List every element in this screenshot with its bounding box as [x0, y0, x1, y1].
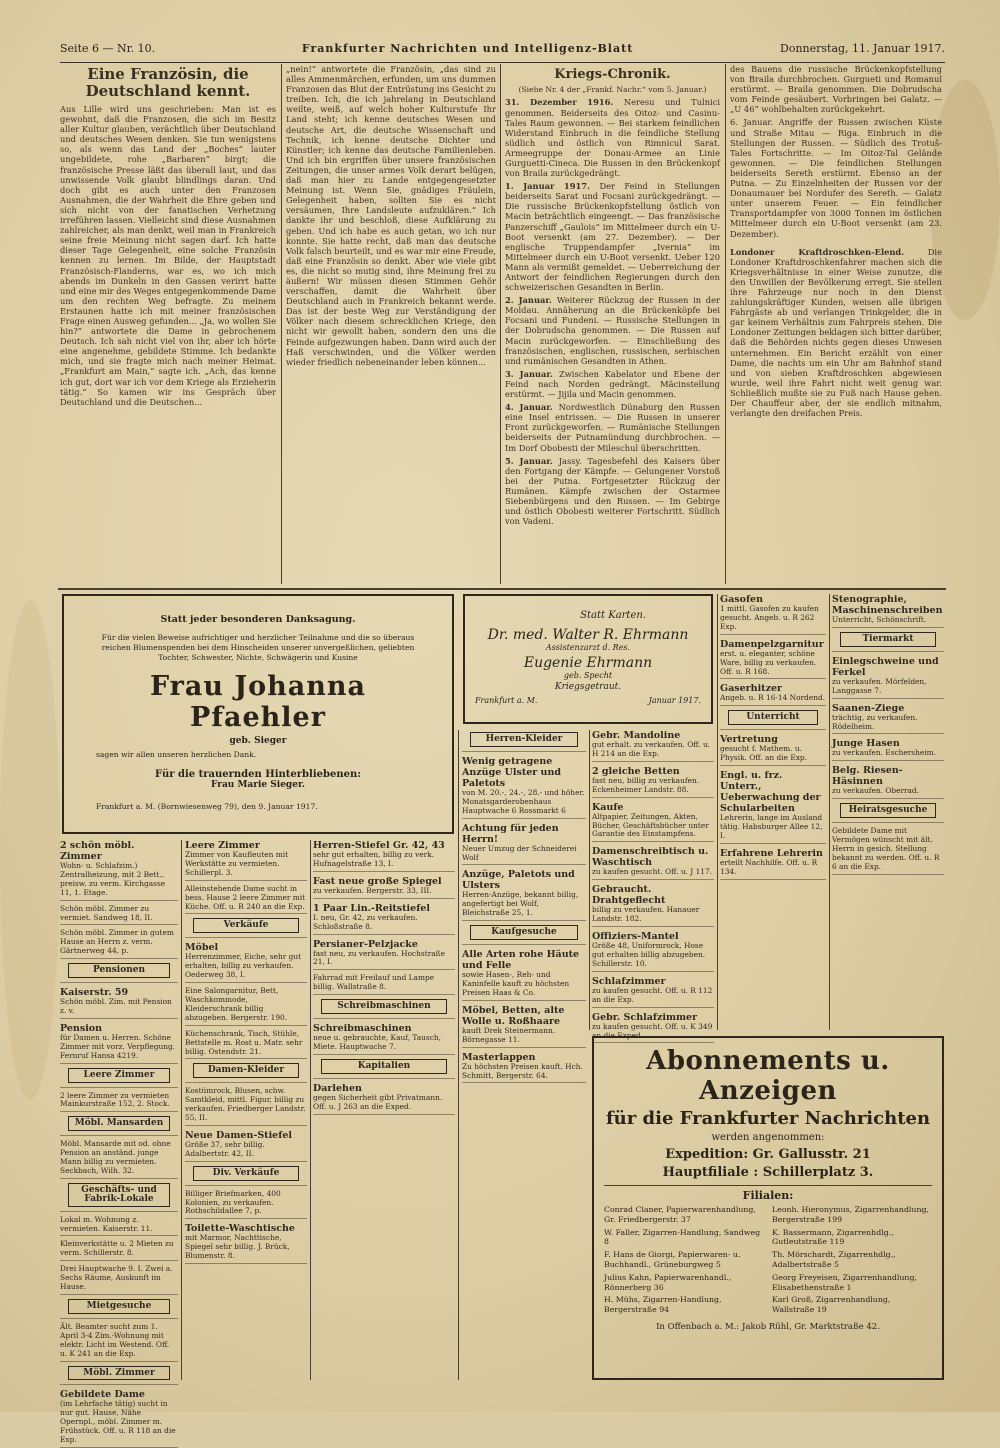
classified-ad	[720, 710, 826, 730]
classified-ad	[720, 683, 826, 706]
classified-ad	[592, 766, 714, 798]
page-header	[60, 42, 945, 63]
classified-ad-title: Damenschreibtisch u. Waschtisch	[592, 846, 709, 869]
classified-section-heading: Mietgesuche	[68, 1299, 170, 1314]
classified-ad-text: fast neu, billig zu verkaufen. Eckenheimer Landstr. 88.	[592, 775, 700, 794]
classified-ad	[60, 987, 178, 1019]
classified-ad-title: Schreibmaschinen	[313, 1023, 412, 1035]
chronicle-continued: des Bauens die russische Brückenkopfstellung von Braila durchbrochen. Gurgueti und Romanul erstürmt. — Braila genommen. Die Dobrudscha vom Feinde gesäubert. Vorbringen bei Galatz. — „U 46“ wohlbehalten zurückgekehrt.	[730, 64, 942, 115]
classified-section-heading: Damen-Kleider	[193, 1063, 299, 1078]
classified-ad-title: Gebraucht. Drahtgeflecht	[592, 884, 666, 907]
classified-ad-title: Herren-Stiefel Gr. 42, 43	[313, 840, 445, 851]
classified-ad	[185, 918, 307, 938]
classified-ad	[720, 639, 826, 680]
branches-left	[604, 1205, 764, 1318]
notice-signature: Frau Marie Sieger.	[210, 780, 305, 790]
classified-ad-text: Altpapier, Zeitungen, Akten, Bücher, Geschäftsbücher unter Garantie des Einstampfens.	[592, 811, 709, 839]
classified-ad-text: trächtig, zu verkaufen. Rödelheim.	[832, 712, 918, 731]
notice-text: Für die vielen Beweise aufrichtiger und herzlicher Teilnahme und die so überaus reichen Blumenspenden bei dem Hinscheiden unserer unvergeßlichen, geliebten Tochter, Schwester, Nichte, Schwägerin und Kusine	[101, 633, 415, 662]
classified-ad	[462, 869, 586, 921]
classified-section-heading: Heiratsgesuche	[840, 803, 936, 818]
classified-ad-title: 1 Paar Lin.-Reitstiefel	[313, 902, 430, 914]
classified-ad-text: 1 mittl. Gasofen zu kaufen gesucht. Angeb. u. R 262 Exp.	[720, 604, 819, 631]
subscription-banner	[592, 1036, 944, 1380]
classified-ad-text: Möbl. Mansarde mit od. ohne Pension an anständ. junge Mann billig zu vermieten. Seckbach, Wilh. 32.	[60, 1139, 171, 1175]
classified-ad-text: Unterricht, Schönschrift.	[832, 615, 927, 624]
classified-ad-title: Neue Damen-Stiefel	[185, 1129, 292, 1141]
classified-ad-title: Kaufe	[592, 801, 624, 813]
classified-ad-text: Angeb. u. R 16-14 Nordend.	[720, 693, 826, 703]
classified-ad-title: Gasofen	[720, 594, 763, 605]
groom-name: Dr. med. Walter R. Ehrmann	[487, 627, 689, 643]
war-chronicle	[505, 64, 720, 584]
classified-ad	[313, 1059, 455, 1079]
chronicle-entry	[505, 181, 720, 292]
classified-ad-text: Ält. Beamter sucht zum 1. April 3-4 Zim.-Wohnung mit elektr. Licht im Westend. Off. u. K 241 an die Exp.	[60, 1321, 170, 1358]
classified-ad-text: zu kaufen gesucht. Off. u. J 117.	[592, 867, 713, 877]
classified-ad	[60, 905, 178, 926]
notice-thanks: sagen wir allen unseren herzlichen Dank.	[96, 750, 257, 759]
classified-ad-text: für Damen u. Herren. Schöne Zimmer mit vorz. Verpflegung. Fernruf Hansa 4219.	[60, 1032, 176, 1060]
branch-entry: H. Mühs, Zigarren-Handlung, Bergerstraße 94	[604, 1295, 722, 1315]
classified-ad-title: Gebildete Dame	[60, 1389, 145, 1401]
column-divider	[458, 730, 459, 1380]
classified-ad	[313, 999, 455, 1019]
wedding-date: Januar 1917.	[648, 696, 701, 705]
classified-ad-text: sehr gut erhalten, billig zu verk. Hufnagelstraße 13, I.	[313, 850, 435, 868]
classified-section-heading: Kapitalien	[321, 1059, 447, 1074]
classified-ad	[60, 1366, 178, 1386]
article-column-2	[286, 64, 496, 584]
notice-place-date: Frankfurt a. M. (Bornwiesenweg 79), den 9. Januar 1917.	[96, 802, 318, 811]
chronicle-entry-text: Neresu und Tulnici genommen. Beiderseits des Oitoz- und Casinu-Tales Raum gewonnen. — Bei starkem feindlichen Widerstand Einbruch in die feindliche Stellung südlich und östlich von Rimnicul Sarat. Armeegruppe der Donau-Armee an Linie Gurguetti-Cineca. Die Russen in den Brückenkopf von Braila zurückgedrängt.	[505, 97, 720, 179]
classifieds-column-6	[720, 594, 826, 1030]
classified-ad-title: Achtung für jeden Herrn!	[462, 822, 559, 845]
classified-ad-title: Junge Hasen	[832, 738, 900, 750]
classified-ad	[462, 1052, 586, 1084]
classified-ad	[185, 942, 307, 983]
classified-ad-text: Herren-Anzüge, bekannt billig, angefertigt bei Wolf, Bleichstraße 25, 1.	[462, 890, 579, 918]
branch-entry: W. Faller, Zigarren-Handlung, Sandweg 8	[604, 1227, 761, 1247]
classified-ad	[592, 976, 714, 1008]
chronicle-entry	[505, 402, 720, 452]
classified-ad	[720, 734, 826, 766]
classified-ad-text: zu verkaufen. Oberrad.	[832, 786, 920, 796]
classified-ad	[60, 1140, 178, 1179]
classified-ad	[185, 840, 307, 881]
classified-ad	[185, 1063, 307, 1083]
classified-ad	[60, 1389, 178, 1448]
classified-ad	[185, 1223, 307, 1264]
classified-ad-title: Stenographie, Maschinenschreiben	[832, 594, 943, 616]
classified-ad-text: Herrenzimmer, Eiche, sehr gut erhalten, billig zu verkaufen. Oederweg 38, I.	[185, 952, 302, 980]
branch-entry: F. Hans de Giorgi, Papierwaren- u. Buchhandl., Grüneburgweg 5	[604, 1250, 741, 1269]
banner-subtitle: für die Frankfurter Nachrichten	[605, 1108, 931, 1129]
classified-ad	[462, 949, 586, 1001]
classified-ad-text: von M. 20.-, 24.-, 28.- und höher. Monatsgarderobenhaus Hauptwache 6 Rossmarkt 6	[462, 787, 585, 815]
classified-ad-text: Zimmer von Kaufleuten mit Werkstätte zu vermieten. Schillerpl. 3.	[185, 850, 289, 877]
classified-ad-text: Größe 37, sehr billig. Adalbertstr. 42, II.	[185, 1139, 265, 1158]
chronicle-entry	[505, 295, 720, 366]
classified-ad-text: erst. u. eleganter, schöne Ware, billig zu verkaufen. Off. u. R 168.	[720, 648, 817, 676]
branches-title: Filialen:	[742, 1189, 794, 1202]
banner-title: Abonnements u. Anzeigen	[646, 1046, 890, 1106]
branch-entry: Georg Freyeisen, Zigarrenhandlung, Elisabethenstraße 1	[772, 1272, 917, 1292]
classified-ad-text: mit Marmor, Nachttische, Spiegel sehr billig. J. Brück, Blumenstr. 8.	[185, 1233, 290, 1261]
chronicle-entry-text: Weiterer Rückzug der Russen in der Moldau. Annäherung an die Brückenköpfe bei Focsani und Fundeni. — Russische Stellungen in der Dobrudscha genommen. — Die Russen auf Macin zurückgeworfen. — Einschließung des französischen, englischen, russischen, serbischen und rumänischen Gesandten in Athen.	[505, 295, 720, 366]
classified-ad	[60, 840, 178, 901]
article-body-continued: „nein!“ antwortete die Französin, „das sind zu alles Ammenmärchen, erfunden, um uns dummen Franzosen das Blut der Entrüstung ins Gesicht zu treiben. Ich, die ich jahrelang in Deutschland weilte, weiß, auf welch hoher Kulturstufe Ihr Land steht; ich kenne deutsches Wesen und deutsche Art, die deutsche Wissenschaft und Technik, ich kenne deutsche Dichter und Künstler; ich kenne das deutsche Familienleben. Und ich bin ergriffen über unsere französischen Zeitungen, die unser armes Volk derart belügen, daß man hier zu Lande entgegengesetzter Meinung ist. Wenn Sie, gnädiges Fräulein, Gelegenheit haben, sollten Sie es nicht versäumen, Ihre Landsleute aufzuklären.“ Ich dankte ihr und beschloß, diese Aufklärung zu geben. Und ich habe es auch getan, wo ich nur konnte. Sie hatte recht, daß man das deutsche Volk falsch beurteilt, und es war mir eine Freude, daß eine Französin so denkt. Aber wie viele gibt es, die nicht so mutig sind, ihre Meinung frei zu äußern! Wir müssen diesen Stimmen Gehör verschaffen, damit die Wahrheit über Deutschland auch in Frankreich bekannt werde. Das ist der beste Weg zur Verständigung der Völker nach diesem schrecklichen Kriege, den nicht wir gewollt haben, sondern den uns die Feinde aufgezwungen haben. Dann wird auch der Haß verschwinden, und die Völker werden wieder friedlich nebeneinander leben können...	[286, 64, 496, 367]
classified-ad	[313, 876, 455, 899]
classified-ad-title: Pension	[60, 1022, 103, 1034]
branch-entry: Th. Mörschardt, Zigarrenhdlg., Adalbertstraße 5	[772, 1250, 896, 1269]
classified-ad	[313, 974, 455, 995]
classified-ad-text: (im Lehrfache tätig) sucht in nur gut. Hause, Nähe Opernpl., möbl. Zimmer m. Frühstück. Off. u. R 118 an die Exp.	[60, 1399, 176, 1445]
classified-ad	[60, 1216, 178, 1237]
classified-ad-title: Möbel, Betten, alte Wolle u. Roßhaare	[462, 1004, 565, 1027]
classified-ad-text: neue u. gebrauchte, Kauf, Tausch, Miete. Hauptwache 7.	[313, 1033, 441, 1051]
classified-ad-title: Offiziers-Mantel	[592, 931, 679, 943]
chronicle-entry-date: 5. Januar.	[505, 455, 559, 466]
classifieds-column-3	[313, 840, 455, 1380]
classified-ad-text: Drei Hauptwache 9. I. Zwei a. Sechs Räume, Auskunft im Hause.	[60, 1264, 173, 1292]
notice-bereaved-label: Für die trauernden Hinterbliebenen:	[155, 769, 361, 780]
chronicle-entry-date: 3. Januar.	[505, 368, 559, 379]
classified-ad	[462, 1005, 586, 1048]
classifieds-column-2	[185, 840, 307, 1380]
classified-ad	[185, 1190, 307, 1220]
deceased-birth-name: geb. Sieger	[229, 736, 287, 746]
classified-ad-text: Kostümrock, Blusen, schw. Samtkleid, mittl. Figur, billig zu verkaufen. Friedberger Landstr. 55, II.	[185, 1086, 306, 1123]
classified-ad	[832, 803, 944, 823]
classified-ad-title: Einlegschweine und Ferkel	[832, 655, 939, 678]
chronicle-entry-text: Jassy. Tagesbefehl des Kaisers über den Fortgang der Kämpfe. — Gelungener Vorstoß bei der Putna. Fortgesetzter Rückzug der Rumänen. Kämpfe zwischen der Ostarmee Siebenbürgens und den Russen. — Im Gebirge und östlich Obobesti weiterer Fortschritt. Südlich von Vadeni.	[505, 455, 720, 527]
classified-ad-text: kauft Drek Steinermann. Börnegasse 11.	[462, 1025, 556, 1044]
classified-ad	[313, 1083, 455, 1115]
banner-divider	[604, 1185, 932, 1186]
column-divider	[589, 730, 590, 1030]
classified-ad-title: Wenig getragene Anzüge Ulster und Paletots	[462, 755, 562, 789]
classified-ad-text: gut erhalt. zu verkaufen. Off. u. H 214 an die Exp.	[592, 740, 711, 758]
classified-ad	[462, 823, 586, 866]
classified-ad-text: zu kaufen gesucht. Off. u. R 112 an die Exp.	[592, 985, 713, 1004]
section-divider	[58, 588, 946, 590]
classified-ad-text: Größe 48, Uniformrock, Hose gut erhalten billig abzugeben. Schillerstr. 10.	[592, 941, 706, 968]
classified-ad-title: Schlafzimmer	[592, 975, 666, 987]
classified-ad-title: Alle Arten rohe Häute und Felle	[462, 949, 580, 972]
notice-header: Statt jeder besonderen Danksagung.	[160, 614, 356, 625]
classified-ad-title: Toilette-Waschtische	[185, 1223, 295, 1235]
classified-ad-text: fast neu, zu verkaufen. Hochstraße 21, I.	[313, 948, 445, 967]
classified-ad-title: Gaserhitzer	[720, 683, 783, 695]
classified-ad-text: billig zu verkaufen. Hanauer Landstr. 182.	[592, 905, 700, 924]
classified-ad	[60, 929, 178, 959]
classified-ad-text: Wohn- u. Schlafzim.) Zentralheizung, mit 2 Bett., preisw. zu verm. Kirchgasse 11, 1. Etage.	[60, 861, 166, 897]
classified-ad-title: Vertretung	[720, 734, 778, 746]
classifieds-column-1	[60, 840, 178, 1445]
classified-ad-text: Kleinverkstätte u. 2 Mieten zu verm. Schillerstr. 8.	[60, 1239, 174, 1258]
classified-section-heading: Div. Verkäufe	[193, 1166, 299, 1181]
classified-section-heading: Möbl. Mansarden	[68, 1116, 170, 1131]
banner-main-branch: Hauptfiliale : Schillerplatz 3.	[662, 1165, 874, 1180]
classified-ad	[60, 1092, 178, 1113]
classified-ad-title: Möbel	[185, 942, 219, 954]
column-divider	[181, 840, 182, 1380]
chronicle-entry-text: Nordwestlich Dünaburg den Russen eine Insel entrissen. — Die Russen in unserer Front zurückgeworfen. — Rumänische Stellungen beiderseits der Putnamündung durchbrochen. — Im Dorf Obobesti der Mileschul überschritten.	[505, 402, 720, 453]
classified-ad-text: Fahrrad mit Freilauf und Lampe billig. Wallstraße 8.	[313, 973, 435, 992]
chronicle-subtitle: (Siehe Nr. 4 der „Frankf. Nachr.“ vom 5. Januar.)	[518, 85, 707, 94]
classified-ad	[832, 594, 944, 628]
classifieds-column-5	[592, 730, 714, 1040]
classified-ad	[832, 738, 944, 761]
column-divider	[500, 64, 501, 584]
classified-ad-text: Alleinstehende Dame sucht in bess. Hause 2 leere Zimmer mit Küche. Off. u. R 240 an die Exp.	[185, 883, 306, 911]
deceased-name: Frau Johanna Pfaehler	[149, 671, 367, 733]
classified-ad	[60, 1068, 178, 1088]
classified-ad	[462, 732, 586, 752]
classified-ad-title: Damenpelzgarnitur	[720, 638, 824, 650]
chronicle-title: Kriegs-Chronik.	[554, 67, 671, 82]
classified-ad	[832, 703, 944, 735]
chronicle-entries	[505, 97, 720, 526]
classified-section-heading: Tiermarkt	[840, 632, 936, 647]
column-divider	[829, 594, 830, 1030]
classified-section-heading: Pensionen	[68, 963, 170, 978]
classified-ad-text: Eine Salongarnitur, Bett, Waschkommode, Kleiderschrank billig abzugeben. Bergerstr. 190.	[185, 986, 288, 1022]
chronicle-entry-date: 1. Januar 1917.	[505, 181, 600, 192]
chronicle-entry	[505, 97, 720, 178]
classified-ad	[185, 987, 307, 1026]
classified-ad-text: Küchenschrank, Tisch, Stühle, Bettstelle m. Rost u. Matr. sehr billig. Ostendstr. 21.	[185, 1028, 303, 1056]
classified-ad-text: zu verkaufen. Bergerstr. 33, III.	[313, 885, 432, 895]
classified-ad	[592, 730, 714, 762]
banner-expedition: Expedition: Gr. Gallusstr. 21	[665, 1147, 871, 1162]
column-divider	[310, 840, 311, 1380]
classified-ad-text: Schön möbl. Zimmer in gutem Hause an Herrn z. verm. Gärtnerweg 44, p.	[60, 928, 174, 956]
article-body: Aus Lille wird uns geschrieben: Man ist es gewohnt, daß die Franzosen, die sich im Besitz aller Kultur glauben, verächtlich über Deutschland und deutsches Wesen denken. Sie tun wenigstens so, als wenn das Land der „Boches“ lauter ungebildete, rohe „Barbaren“ birgt; die französische Presse läßt das überall laut, und das unwissende Volk glaubt blindlings daran. Und doch gibt es auch unter den Franzosen Ausnahmen, die der Wahrheit die Ehre geben und sich nicht von der fanatischen Verhetzung irreführen lassen. Vielleicht sind diese Ausnahmen zahlreicher, als man denkt, weil man in Frankreich seine freie Meinung nicht sagen darf. Ich hatte dieser Tage Gelegenheit, eine solche Französin kennen zu lernen. Im Bilde, der Hauptstadt Französisch-Flanderns, war es, wo ich mich abends im Dunkeln in den Gassen verirrt hatte und eine mir des Weges entgegenkommende Dame um den rechten Weg befragte. Zu meinem Erstaunen hatte ich mit meiner französischen Frage einen Ausweg gefunden... „Ja, wo wollen Sie hin?“ antwortete die Dame in gebrochenem Deutsch. Ich sah nicht viel von ihr, aber ich hörte eine angenehme, gebildete Stimme. Ich bedankte mich, und sie fragte mich nach meiner Heimat. „Frankfurt am Main,“ sagte ich. „Ach, das kenne ich gut, dort war ich vor dem Kriege als Erzieherin tätig.“ So kamen wir ins Gespräch über Deutschland und die Deutschen...	[60, 104, 276, 407]
classified-ad	[462, 925, 586, 945]
branch-entry: K. Bassermann, Zigarrenhdlg., Gutleutstraße 119	[772, 1227, 894, 1247]
groom-rank: Assistenzarzt d. Res.	[545, 643, 631, 652]
wedding-header: Statt Karten.	[580, 610, 646, 621]
wedding-place: Frankfurt a. M.	[475, 696, 538, 705]
chronicle-entry-date: 31. Dezember 1916.	[505, 97, 624, 108]
chronicle-entry	[505, 369, 720, 399]
classified-ad-text: Zu höchsten Preisen kauft. Hch. Schmitt, Bergerstr. 64.	[462, 1061, 583, 1080]
classified-ad-text: zu verkaufen. Mörfelden, Langgasse 7.	[832, 676, 927, 695]
column-divider	[281, 64, 282, 584]
classified-ad	[60, 1116, 178, 1136]
classified-ad	[185, 1166, 307, 1186]
chronicle-entry-6: 6. Januar. Angriffe der Russen zwischen Küste und Straße Mitau — Riga. Einbruch in die Stellungen der Russen. — Südlich des Trotuš-Tales Fortschritte. — Im Oitoz-Tal Gelände gewonnen. — Die feindlichen Stellungen beiderseits Sereth erstürmt. Ebenso an der Putna. — Zu Einzelnheiten der Russen vor der Donaumauer bei Nordufer des Sereth. — Galatz unter unserem Feuer. — Ein feindlicher Transportdampfer von 3000 Tonnen im östlichen Mittelmeer durch ein U-Boot versenkt (am 23. Dezember).	[730, 117, 942, 239]
classified-ad	[313, 840, 455, 872]
wedding-status: Kriegsgetraut.	[554, 682, 622, 692]
classified-ad-text: gesucht f. Mathem. u. Physik. Off. an die Exp.	[720, 744, 807, 763]
classified-ad	[832, 656, 944, 699]
classified-ad-text: Lokal m. Wohnung z. vermieten. Kaiserstr. 11.	[60, 1214, 153, 1233]
classified-ad	[832, 765, 944, 799]
classified-ad	[60, 1299, 178, 1319]
chronicle-column-2	[730, 64, 942, 584]
classified-ad-title: Fast neue große Spiegel	[313, 875, 442, 887]
banner-line: werden angenommen:	[711, 1132, 825, 1143]
classified-ad	[185, 1087, 307, 1126]
classified-ad-text: zu kaufen gesucht. Off. u. K 349 an die Exped.	[592, 1021, 713, 1040]
classified-ad-text: sowie Hasen-, Reh- und Kaninfelle kauft zu höchsten Preisen Haas & Co.	[462, 970, 570, 997]
column-divider	[725, 64, 726, 584]
classifieds-column-4	[462, 730, 586, 1380]
chronicle-entry-date: 4. Januar.	[505, 402, 559, 413]
classified-ad	[185, 885, 307, 915]
chronicle-entry-date: 2. Januar.	[505, 295, 557, 306]
classified-section-heading: Leere Zimmer	[68, 1068, 170, 1083]
classified-ad	[462, 756, 586, 819]
branch-entry: Leonh. Hieronymus, Zigarrenhandlung, Bergerstraße 199	[772, 1205, 929, 1224]
classified-section-heading: Schreibmaschinen	[321, 999, 447, 1014]
classified-ad-title: Masterlappen	[462, 1051, 536, 1063]
classified-ad	[185, 1030, 307, 1060]
classified-ad-title: Gebr. Mandoline	[592, 730, 681, 741]
article-title: Eine Französin, die Deutschland kennt.	[85, 65, 251, 100]
classified-section-heading: Verkäufe	[193, 918, 299, 933]
classified-ad-text: 2 leere Zimmer zu vermieten Mainkurstraße 152, 2. Stock.	[60, 1090, 170, 1109]
classified-section-heading: Kaufgesuche	[470, 925, 578, 940]
classified-ad-title: 2 gleiche Betten	[592, 765, 680, 777]
classified-ad-title: Gebr. Schlafzimmer	[592, 1011, 698, 1023]
classified-ad	[592, 931, 714, 972]
classified-ad-title: Persianer-Pelzjacke	[313, 938, 418, 950]
news-note-body: Die Londoner Kraftdroschkenfahrer machen sich die Kriegsverhältnisse in einer Weise zunutze, die den Unwillen der Bevölkerung erregt. Sie stellen ihre Fahrzeuge nur noch in den Dienst zahlungskräftiger Kunden, weisen alle übrigen Fahrgäste ab und verlangen Trinkgelder, die in gar keinem Verhältnis zum Fahrpreis stehen. Die Londoner Zeitungen beklagen sich bitter darüber, daß die Behörden nichts gegen dieses Unwesen unternehmen. Ein Bericht erzählt von einer Dame, die nachts um ein Uhr am Bahnhof stand und von sieben Kraftdroschken abgewiesen wurde, weil ihre Fahrt nicht weit genug war. Schließlich mußte sie zu Fuß nach Hause gehen. Der Chauffeur aber, der sie endlich mitnahm, verlangte den dreifachen Preis.	[730, 246, 942, 419]
classifieds-column-7	[832, 594, 944, 1030]
classified-ad-text: Gebildete Dame mit Vermögen wünscht mit ält. Herrn in gesich. Stellung bekannt zu werden. Off. u. R 6 an die Exp.	[832, 826, 940, 871]
classified-ad	[720, 848, 826, 880]
classified-ad-title: Engl. u. frz. Unterr., Ueberwachung der Schularbeiten	[720, 770, 821, 815]
classified-ad	[313, 1023, 455, 1055]
wedding-notice	[463, 594, 713, 724]
classified-ad-text: gegen Sicherheit gibt Privatmann. Off. u. J 263 an die Exped.	[313, 1092, 443, 1111]
classified-ad-text: zu verkaufen. Eschersheim.	[832, 748, 936, 758]
death-notice	[62, 594, 454, 834]
classified-ad	[185, 1130, 307, 1162]
bride-birth-name: geb. Specht	[563, 671, 613, 680]
classified-ad-text: Billiger Briefmarken, 400 Kolonien, zu verkaufen. Rothschildallee 7, p.	[185, 1188, 281, 1216]
classified-ad	[313, 903, 455, 935]
issue-date: Donnerstag, 11. Januar 1917.	[780, 42, 945, 55]
classified-section-heading: Unterricht	[728, 710, 818, 725]
classified-ad	[592, 802, 714, 843]
classified-ad	[60, 1183, 178, 1212]
chronicle-entry-text: Der Feind in Stellungen beiderseits Sarat und Focsani zurückgedrängt. — Die russische Brückenkopfstellung östlich von Macin beträchtlich eingeengt. — Das französische Panzerschiff „Gaulois“ im Mittelmeer durch ein U-Boot versenkt (am 27. Dezember). — Der englische Truppendampfer „Ivernia“ im Mittelmeer durch ein U-Boot versenkt. Ueber 120 Mann als vermißt gemeldet. — Ueberreichung der Antwort der feindlichen Regierungen durch den schweizerischen Gesandten in Berlin.	[505, 181, 720, 293]
classified-ad	[592, 884, 714, 927]
classified-ad-text: Schön möbl. Zim. mit Pension z. v.	[60, 997, 172, 1015]
classified-ad	[720, 770, 826, 844]
classified-ad	[60, 1265, 178, 1295]
classified-section-heading: Geschäfts- und Fabrik-Lokale	[68, 1183, 170, 1207]
classified-ad-text: Neuer Umzug der Schneiderei Wolf	[462, 843, 577, 862]
bride-name: Eugenie Ehrmann	[523, 655, 653, 671]
classified-ad-title: Darlehen	[313, 1082, 362, 1094]
column-divider	[717, 594, 718, 1030]
classified-ad	[313, 939, 455, 971]
newspaper-title: Frankfurter Nachrichten und Intelligenz-Blatt	[301, 42, 634, 55]
chronicle-entry-text: Zwischen Kabelator und Ebene der Feind nach Norden gedrängt. Mäcinstellung erstürmt. — Jijila und Macin genommen.	[505, 368, 720, 400]
classified-section-heading: Möbl. Zimmer	[68, 1366, 170, 1381]
classified-ad	[720, 594, 826, 635]
page-number: Seite 6 — Nr. 10.	[60, 42, 156, 55]
classified-ad-title: Belg. Riesen-Häsinnen	[832, 765, 903, 788]
classified-ad	[832, 827, 944, 875]
classified-ad	[832, 632, 944, 652]
classified-ad-title: Leere Zimmer	[185, 840, 260, 851]
branch-entry: Julius Kahn, Papierwarenhandl., Rönnerberg 36	[604, 1272, 732, 1292]
classified-ad-text: I. neu, Gr. 42, zu verkaufen. Schloßstraße 8.	[313, 912, 418, 931]
news-note-title: Londoner Kraftdroschken-Elend.	[730, 246, 905, 257]
classified-ad-text: erteilt Nachhilfe. Off. u. R 134.	[720, 857, 818, 876]
classified-ad	[60, 1023, 178, 1064]
classified-ad-title: Saanen-Ziege	[832, 702, 905, 714]
classified-ad-text: Lehrerin, lange im Ausland tätig. Habsburger Allee 12, I.	[720, 813, 823, 840]
banner-footer: In Offenbach a. M.: Jakob Rühl, Gr. Marktstraße 42.	[656, 1321, 880, 1332]
classified-ad	[592, 846, 714, 880]
classified-ad-title: Anzüge, Paletots und Ulsters	[462, 869, 575, 892]
chronicle-entry	[505, 456, 720, 527]
classified-ad-text: Schön möbl. Zimmer zu vermiet. Sandweg 18, II.	[60, 903, 153, 922]
paper-stain	[0, 600, 60, 1100]
branch-entry: Karl Groß, Zigarrenhandlung, Wallstraße 19	[772, 1295, 891, 1315]
branch-entry: Conrad Claner, Papierwarenhandlung, Gr. Friedbergerstr. 37	[604, 1205, 756, 1224]
classified-ad-title: Kaiserstr. 59	[60, 987, 129, 999]
classified-section-heading: Herren-Kleider	[470, 732, 578, 747]
classified-ad	[60, 1323, 178, 1362]
classified-ad-title: 2 schön möbl. Zimmer	[60, 840, 135, 862]
branches-right	[772, 1205, 932, 1318]
article-column-1	[60, 64, 276, 584]
classified-ad	[60, 1240, 178, 1261]
classified-ad-title: Erfahrene Lehrerin	[720, 847, 823, 859]
classified-ad	[60, 963, 178, 983]
